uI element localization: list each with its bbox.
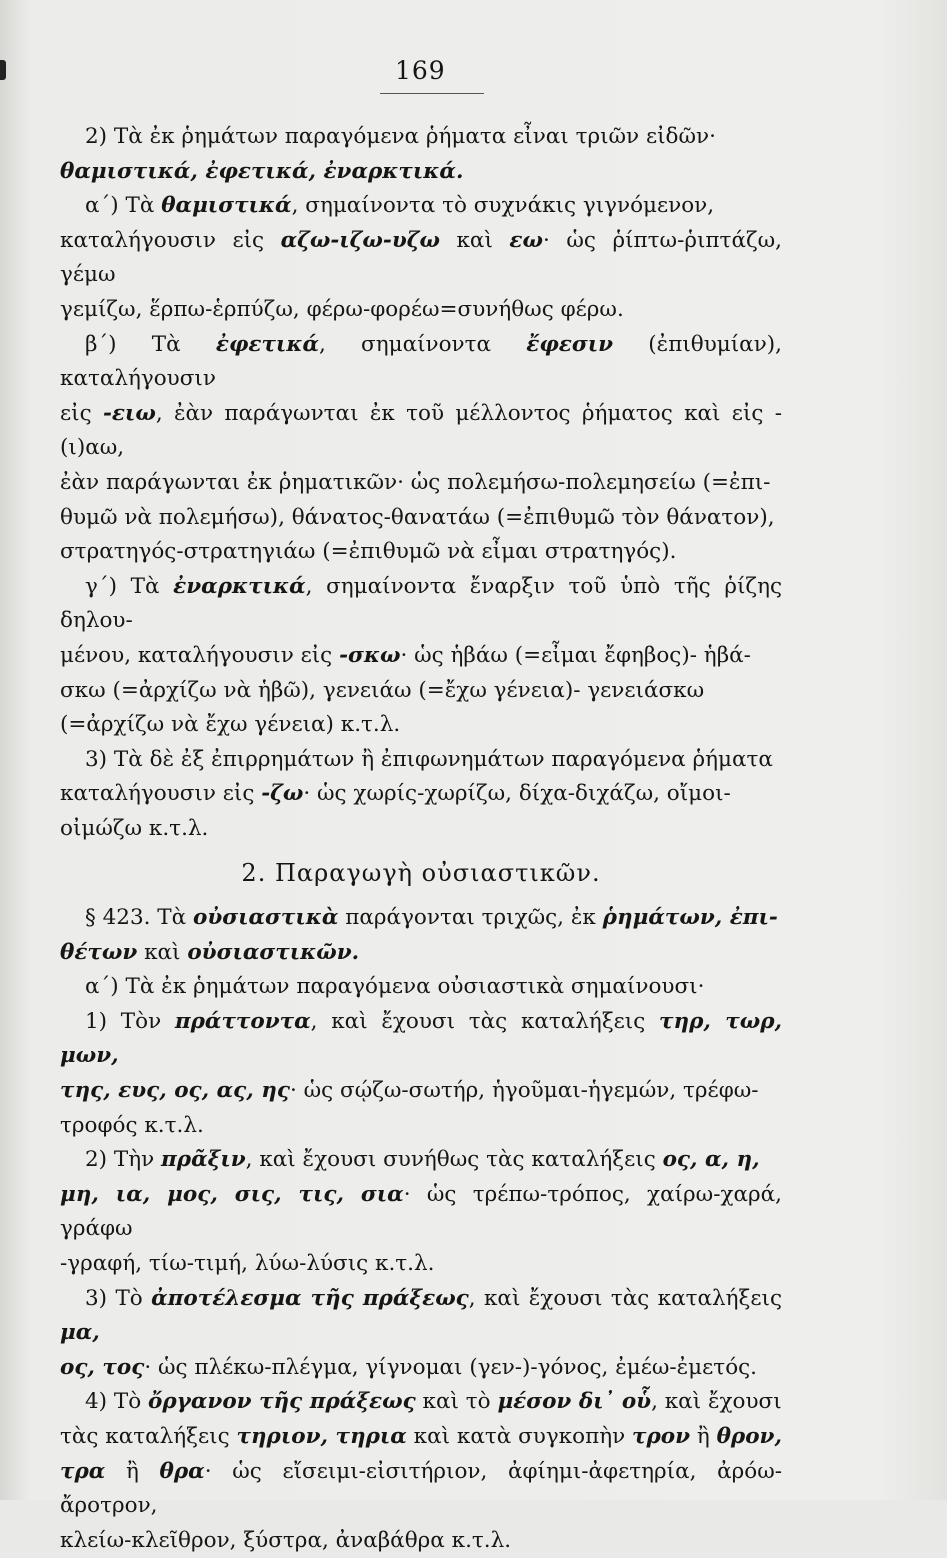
text-run: σκω (=ἀρχίζω νὰ ἡβῶ), γενειάω (=ἔχω γένεια)- γενειάσκω — [60, 677, 705, 703]
text-line — [60, 901, 782, 936]
text-run: (=ἀρχίζω νὰ ἔχω γένεια) κ.τ.λ. — [60, 712, 401, 738]
text-line — [60, 1524, 782, 1558]
header-rule — [380, 93, 484, 94]
text-run: , καὶ ἔχουσι τὰς καταλήξεις — [310, 1008, 659, 1034]
emphasis-term: πρᾶξιν — [161, 1147, 246, 1173]
text-run: · ὡς πλέκω-πλέγμα, γίγνομαι (γεν-)-γόνος, ἐμέω-ἐμετός. — [144, 1354, 758, 1380]
emphasis-term: -σκω — [339, 642, 401, 668]
text-run: § 423. Τὰ — [85, 905, 193, 931]
text-line — [60, 535, 782, 570]
text-line — [60, 1109, 782, 1144]
emphasis-term: της, ευς, ος, ας, ης — [60, 1078, 290, 1104]
text-run: , καὶ ἔχουσι συνήθως τὰς καταλήξεις — [245, 1147, 663, 1173]
emphasis-term: μέσον δι᾽ οὗ — [497, 1389, 652, 1415]
text-line — [60, 501, 782, 536]
emphasis-term: εω — [509, 227, 543, 253]
text-run: μένου, καταλήγουσιν εἰς — [60, 642, 340, 668]
emphasis-term: -ζω — [261, 781, 304, 807]
emphasis-term: θαμιστικά, ἐφετικά, ἐναρκτικά. — [60, 158, 464, 184]
text-run: 2) Τὴν — [85, 1147, 162, 1173]
text-run: 3) Τὸ — [85, 1285, 152, 1311]
emphasis-term: ἐναρκτικά — [173, 573, 306, 599]
text-run: καὶ — [137, 939, 188, 965]
text-run: α΄) Τὰ ἐκ ῥημάτων παραγόμενα οὐσιαστικὰ σημαίνουσι· — [85, 974, 705, 1000]
text-line — [60, 1178, 782, 1247]
text-run: 2. Παραγωγὴ οὐσιαστικῶν. — [241, 859, 601, 888]
text-line — [60, 777, 782, 812]
emphasis-term: θέτων — [60, 939, 138, 965]
emphasis-term: πράττοντα — [174, 1008, 311, 1034]
text-run: τροφός κ.τ.λ. — [60, 1112, 204, 1138]
text-run: · ὡς σῴζω-σωτήρ, ἡγοῦμαι-ἡγεμών, τρέφω- — [289, 1078, 759, 1104]
text-run: 4) Τὸ — [85, 1389, 149, 1415]
emphasis-term: τρον — [631, 1423, 691, 1449]
emphasis-term: τρα — [60, 1458, 106, 1484]
emphasis-term: ῥημάτων, ἐπι- — [602, 905, 778, 931]
text-line — [60, 224, 782, 293]
text-run: ἐὰν παράγωνται ἐκ ῥηματικῶν· ὡς πολεμήσω-πολεμησείω (=ἐπι- — [60, 469, 771, 495]
emphasis-term: οὐσιαστικὰ — [192, 905, 339, 931]
text-line — [60, 570, 782, 639]
text-run: 1) Τὸν — [85, 1008, 175, 1034]
scan-edge-mark — [0, 60, 6, 80]
text-line — [60, 1143, 782, 1178]
text-run: , καὶ ἔχουσι — [651, 1389, 782, 1415]
text-line — [60, 1420, 782, 1455]
text-run: · ὡς ῥίπτω-ῥιπτάζω, γέμω — [60, 227, 782, 288]
text-run: εἰς — [60, 400, 103, 426]
text-line — [60, 1351, 782, 1386]
text-run: , καὶ ἔχουσι τὰς καταλήξεις — [468, 1285, 782, 1311]
text-run: ἢ — [105, 1458, 160, 1484]
text-line — [60, 936, 782, 971]
text-run: οἰμώζω κ.τ.λ. — [60, 815, 209, 841]
text-run: (ἐπιθυμίαν), καταλήγουσιν — [60, 331, 782, 392]
text-run: , ἐὰν παράγωνται ἐκ τοῦ μέλλοντος ῥήματος καὶ εἰς -(ι)αω, — [60, 400, 782, 461]
emphasis-term: ἐφετικά — [215, 331, 319, 357]
text-run: , σημαίνοντα ἔναρξιν τοῦ ὑπὸ τῆς ῥίζης δηλου- — [60, 573, 782, 634]
text-run: γεμίζω, ἕρπω-ἑρπύζω, φέρω-φορέω=συνήθως φέρω. — [60, 296, 624, 322]
section-heading — [60, 856, 782, 891]
text-run: στρατηγός-στρατηγιάω (=ἐπιθυμῶ νὰ εἶμαι στρατηγός). — [60, 539, 677, 565]
text-line — [60, 1455, 782, 1524]
text-line — [60, 293, 782, 328]
text-run: τὰς καταλήξεις — [60, 1423, 237, 1449]
text-run: 3) Τὰ δὲ ἐξ ἐπιρρημάτων ἢ ἐπιφωνημάτων παραγόμενα ῥήματα — [85, 746, 773, 772]
text-run: κλείω-κλεῖθρον, ξύστρα, ἀναβάθρα κ.τ.λ. — [60, 1527, 512, 1553]
body-text — [60, 120, 782, 1558]
text-line — [60, 155, 782, 190]
emphasis-term: θρα — [159, 1458, 205, 1484]
text-run: · ὡς τρέπω-τρόπος, χαίρω-χαρά, γράφω — [60, 1181, 782, 1242]
text-line — [60, 639, 782, 674]
text-run: · ὡς ἡβάω (=εἶμαι ἔφηβος)- ἡβά- — [400, 642, 751, 668]
emphasis-term: -ειω — [102, 400, 156, 426]
text-run: 2) Τὰ ἐκ ῥημάτων παραγόμενα ῥήματα εἶναι τριῶν εἰδῶν· — [85, 124, 716, 149]
text-run: θυμῶ νὰ πολεμήσω), θάνατος-θανατάω (=ἐπιθυμῶ τὸν θάνατον), — [60, 504, 775, 530]
text-line — [60, 397, 782, 466]
text-line — [60, 1385, 782, 1420]
text-line — [60, 1247, 782, 1282]
text-run: καὶ — [439, 227, 510, 253]
emphasis-term: ἀποτέλεσμα τῆς πράξεως — [151, 1285, 469, 1311]
emphasis-term: τηρ, τωρ, μων, — [60, 1008, 782, 1069]
text-run: · ὡς χωρίς-χωρίζω, δίχα-διχάζω, οἴμοι- — [303, 781, 731, 807]
text-line — [60, 1282, 782, 1351]
emphasis-term: μη, ια, μος, σις, τις, σια — [60, 1181, 404, 1207]
emphasis-term: τηριον, τηρια — [236, 1423, 407, 1449]
text-line — [60, 970, 782, 1005]
emphasis-term: θαμιστικά — [161, 193, 292, 219]
text-run: , σημαίνοντα — [319, 331, 527, 357]
text-run: α΄) Τὰ — [85, 193, 162, 219]
emphasis-term: μα, — [60, 1320, 100, 1346]
text-line — [60, 328, 782, 397]
text-run: καταλήγουσιν εἰς — [60, 781, 262, 807]
text-line — [60, 189, 782, 224]
text-line — [60, 1074, 782, 1109]
text-line — [60, 466, 782, 501]
emphasis-term: θρον, — [716, 1423, 782, 1449]
text-run: , σημαίνοντα τὸ συχνάκις γιγνόμενον, — [291, 193, 715, 219]
text-run: καὶ κατὰ συγκοπὴν — [406, 1423, 632, 1449]
text-run: -γραφή, τίω-τιμή, λύω-λύσις κ.τ.λ. — [60, 1251, 435, 1276]
text-run: β΄) Τὰ — [85, 331, 216, 357]
text-line — [60, 708, 782, 743]
emphasis-term: ος, τος — [60, 1354, 145, 1380]
text-line — [60, 812, 782, 847]
text-run: καταλήγουσιν εἰς — [60, 227, 281, 253]
page-number: 169 — [395, 56, 446, 85]
text-line — [60, 1005, 782, 1074]
emphasis-term: ὄργανον τῆς πράξεως — [148, 1389, 416, 1415]
text-run: ἢ — [690, 1423, 717, 1449]
text-line — [60, 674, 782, 709]
text-run: γ΄) Τὰ — [85, 573, 174, 599]
text-run: · ὡς εἴσειμι-εἰσιτήριον, ἀφίημι-ἀφετηρία, ἀρόω-ἄροτρον, — [60, 1458, 782, 1519]
emphasis-term: οὐσιαστικῶν. — [187, 939, 360, 965]
text-line — [60, 743, 782, 778]
text-run: καὶ τὸ — [415, 1389, 498, 1415]
text-line — [60, 120, 782, 155]
emphasis-term: ος, α, η, — [662, 1147, 760, 1173]
emphasis-term: ἔφεσιν — [526, 331, 614, 357]
text-run: παράγονται τριχῶς, ἐκ — [338, 905, 603, 931]
emphasis-term: αζω-ιζω-υζω — [280, 227, 440, 253]
